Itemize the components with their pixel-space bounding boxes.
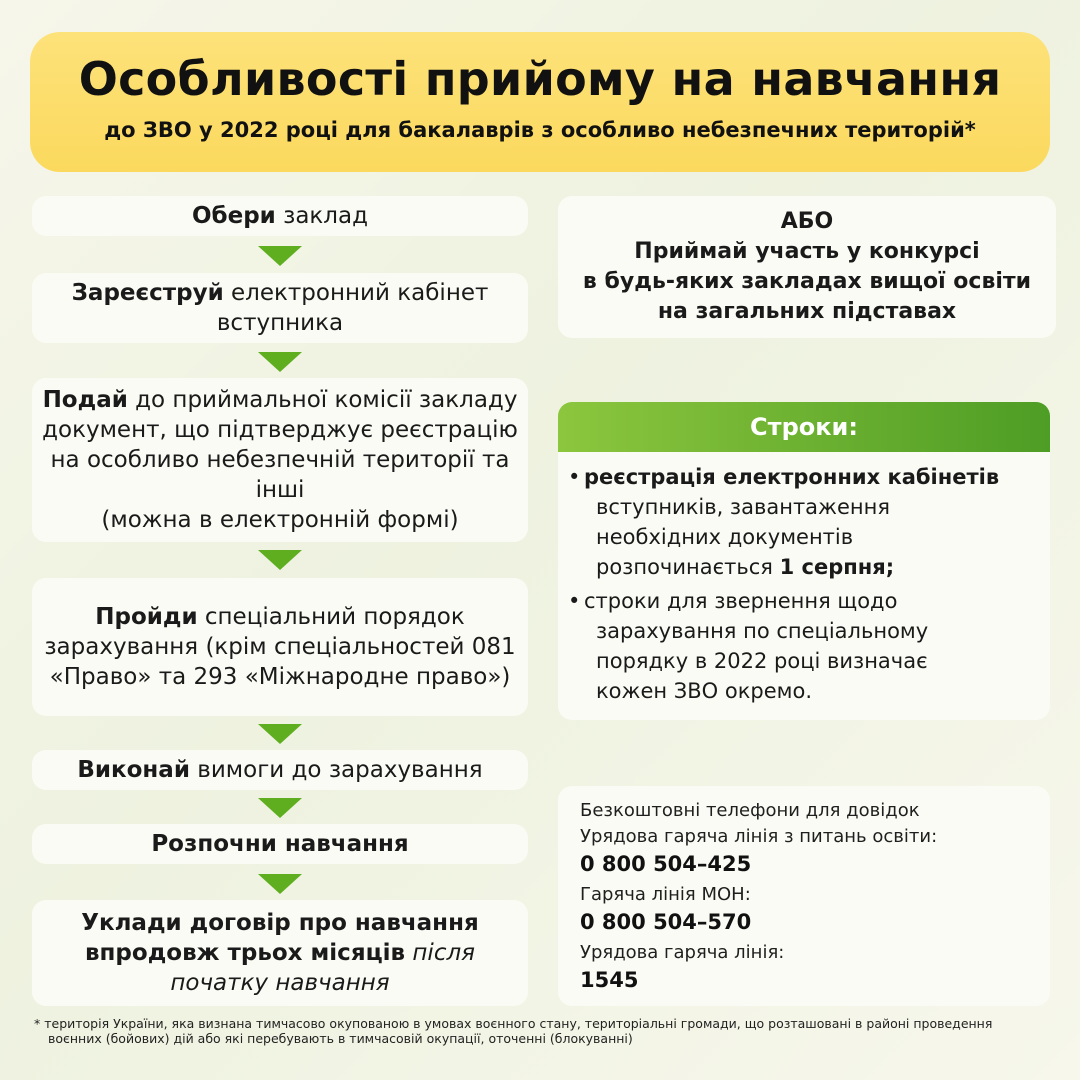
step-sign-contract [32, 900, 528, 1006]
arrow-down-icon [258, 798, 302, 818]
phones-card [558, 786, 1050, 1006]
phone-3-label: Урядова гаряча лінія: [580, 942, 785, 963]
alternative-line-1: Приймай участь у конкурсі [634, 239, 980, 264]
deadline-1-line-3: необхідних документів [596, 525, 854, 549]
footnote [34, 1016, 1054, 1046]
deadlines-card [558, 402, 1050, 720]
step-meet-requirements [32, 750, 528, 790]
deadlines-title: Строки: [558, 402, 1050, 452]
phones-heading: Безкоштовні телефони для довідок [580, 800, 920, 821]
step-3-text: до приймальної комісії закладу документ, що підтверджує реєстрацію на особливо небезпечній території та інші [42, 387, 518, 503]
step-3-note: (можна в електронній формі) [101, 507, 459, 533]
alternative-line-3: на загальних підставах [657, 299, 957, 324]
alternative-or: АБО [780, 209, 834, 234]
deadline-1-line-2: вступників, завантаження [596, 495, 890, 519]
step-5-text: вимоги до зарахування [189, 757, 483, 783]
step-start-study [32, 824, 528, 864]
footnote-line-1: * територія України, яка визнана тимчасово окупованою в умовах воєнного стану, територіальні громади, що розташовані в районі проведення [34, 1016, 993, 1031]
deadlines-list [558, 452, 1050, 706]
step-register-cabinet [32, 273, 528, 343]
deadline-1-date: 1 серпня; [779, 555, 895, 579]
arrow-down-icon [258, 550, 302, 570]
deadline-1-line-4 [584, 552, 1038, 582]
step-2-bold: Зареєструй [71, 280, 224, 306]
phone-2-number[interactable]: 0 800 504–570 [580, 910, 752, 934]
step-submit-document [32, 378, 528, 542]
phone-1-number[interactable]: 0 800 504–425 [580, 852, 752, 876]
step-3-bold: Подай [42, 387, 128, 413]
phone-3-number[interactable]: 1545 [580, 968, 639, 992]
alternative-card [558, 196, 1056, 338]
bullet-icon: • [568, 465, 581, 489]
phone-2-label: Гаряча лінія МОН: [580, 884, 751, 905]
step-7-italic: після початку навчання [170, 940, 475, 996]
step-4-bold: Пройди [95, 604, 198, 630]
step-5-bold: Виконай [77, 757, 190, 783]
footnote-line-2: воєнних (бойових) дій або які перебувають в тимчасовій окупації, оточенні (блокуванні) [48, 1031, 633, 1046]
header-banner [30, 32, 1050, 172]
step-1-text: заклад [275, 203, 369, 229]
phone-1-label: Урядова гаряча лінія з питань освіти: [580, 826, 938, 847]
arrow-down-icon [258, 724, 302, 744]
step-2-text: електронний кабінет вступника [216, 280, 489, 336]
arrow-down-icon [258, 352, 302, 372]
deadline-2-line-1: строки для звернення щодо [584, 589, 898, 613]
deadline-1-text: розпочинається [596, 555, 780, 579]
bullet-icon: • [568, 589, 581, 613]
arrow-down-icon [258, 874, 302, 894]
step-special-procedure [32, 578, 528, 716]
step-7-bold: Уклади договір про навчання впродовж трьох місяців [81, 910, 479, 966]
deadline-2-line-2: зарахування по спеціальному [596, 619, 929, 643]
deadline-1-bold: реєстрація електронних кабінетів [584, 465, 1000, 489]
list-item [568, 586, 1038, 706]
deadline-2-line-4: кожен ЗВО окремо. [596, 679, 812, 703]
page-subtitle: до ЗВО у 2022 році для бакалаврів з особливо небезпечних територій* [104, 118, 976, 142]
deadline-2-line-3: порядку в 2022 році визначає [596, 649, 928, 673]
step-choose-institution [32, 196, 528, 236]
step-4-text: спеціальний порядок зарахування (крім спеціальностей 081 «Право» та 293 «Міжнародне право») [44, 604, 516, 690]
alternative-line-2: в будь-яких закладах вищої освіти [582, 269, 1032, 294]
step-1-bold: Обери [191, 203, 276, 229]
page-title: Особливості прийому на навчання [78, 52, 1002, 106]
arrow-down-icon [258, 246, 302, 266]
step-6-bold: Розпочни навчання [151, 831, 409, 857]
list-item [568, 462, 1038, 582]
